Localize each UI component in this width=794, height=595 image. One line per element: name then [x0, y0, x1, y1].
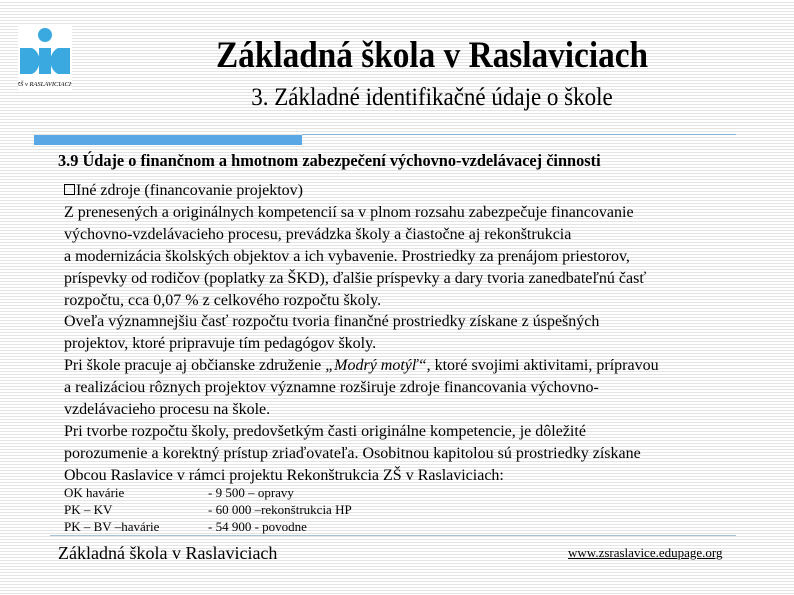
fund-source: PK – KV — [64, 502, 113, 517]
body-line: a realizáciou rôznych projektov významne rozširuje zdroje financovania výchovno- — [64, 379, 599, 397]
funds-row — [64, 484, 352, 501]
section-heading: 3.9 Údaje o finančnom a hmotnom zabezpečení výchovno-vzdelávacej činnosti — [58, 151, 601, 170]
divider-line — [302, 134, 736, 135]
accent-bar — [34, 135, 302, 145]
body-line: príspevky od rodičov (poplatky za ŠKD), ďalšie príspevky a dary tvoria zanedbateľnú časť — [64, 269, 647, 287]
body-line: Pri tvorbe rozpočtu školy, predovšetkým časti originálne kompetencie, je dôležité — [64, 422, 586, 440]
body-line: porozumenie a korektný prístup zriaďovateľa. Osobitnou kapitolou sú prostriedky získane — [64, 444, 641, 462]
text: Pri škole pracuje aj občianske združenie — [64, 357, 326, 375]
fund-amount: - 60 000 –rekonštrukcia HP — [208, 502, 352, 517]
fund-source: PK – BV –havárie — [64, 519, 160, 534]
body-line: Oveľa významnejšiu časť rozpočtu tvoria finančné prostriedky získane z úspešných — [64, 313, 600, 331]
footer-divider — [50, 535, 736, 536]
page-title: Základná škola v Raslaviciach — [215, 35, 649, 76]
fund-amount: - 54 900 - povodne — [208, 519, 307, 534]
body-text — [64, 180, 659, 487]
body-line: projektov, ktoré pripravuje tím pedagógov školy. — [64, 335, 377, 353]
fund-source: OK havárie — [64, 485, 125, 500]
text: , ktoré svojimi aktivitami, prípravou — [426, 357, 659, 375]
body-line: Obcou Raslavice v rámci projektu Rekonštrukcia ZŠ v Raslaviciach: — [64, 466, 504, 484]
checkbox-bullet-icon — [64, 184, 75, 195]
funds-row — [64, 501, 352, 518]
body-line — [64, 355, 659, 377]
funds-table — [64, 484, 352, 535]
school-logo — [18, 26, 72, 90]
association-name: „Modrý motýľ“ — [325, 357, 427, 375]
body-line: Z prenesených a originálnych kompetencií sa v plnom rozsahu zabezpečuje financovanie — [64, 203, 634, 221]
body-line: vzdelávacieho procesu na škole. — [64, 401, 271, 419]
website-link[interactable]: www.zsraslavice.edupage.org — [568, 545, 723, 560]
bullet-heading: Iné zdroje (financovanie projektov) — [76, 182, 304, 199]
page-subtitle: 3. Základné identifikačné údaje o škole — [251, 84, 613, 111]
footer-school-name: Základná škola v Raslaviciach — [58, 543, 278, 563]
body-line: výchovno-vzdelávacieho procesu, prevádzka školy a čiastočne aj rekonštrukcia — [64, 225, 572, 243]
bullet-item — [64, 180, 659, 202]
body-line: a modernizácia školských objektov a ich vybavenie. Prostriedky za prenájom priestorov, — [64, 247, 630, 265]
body-line: rozpočtu, cca 0,07 % z celkového rozpočtu školy. — [64, 291, 382, 309]
funds-row — [64, 518, 352, 535]
svg-text:ZŠ v RASLAVICIACH: ZŠ v RASLAVICIACH — [18, 81, 72, 88]
fund-amount: - 9 500 – opravy — [208, 485, 294, 500]
